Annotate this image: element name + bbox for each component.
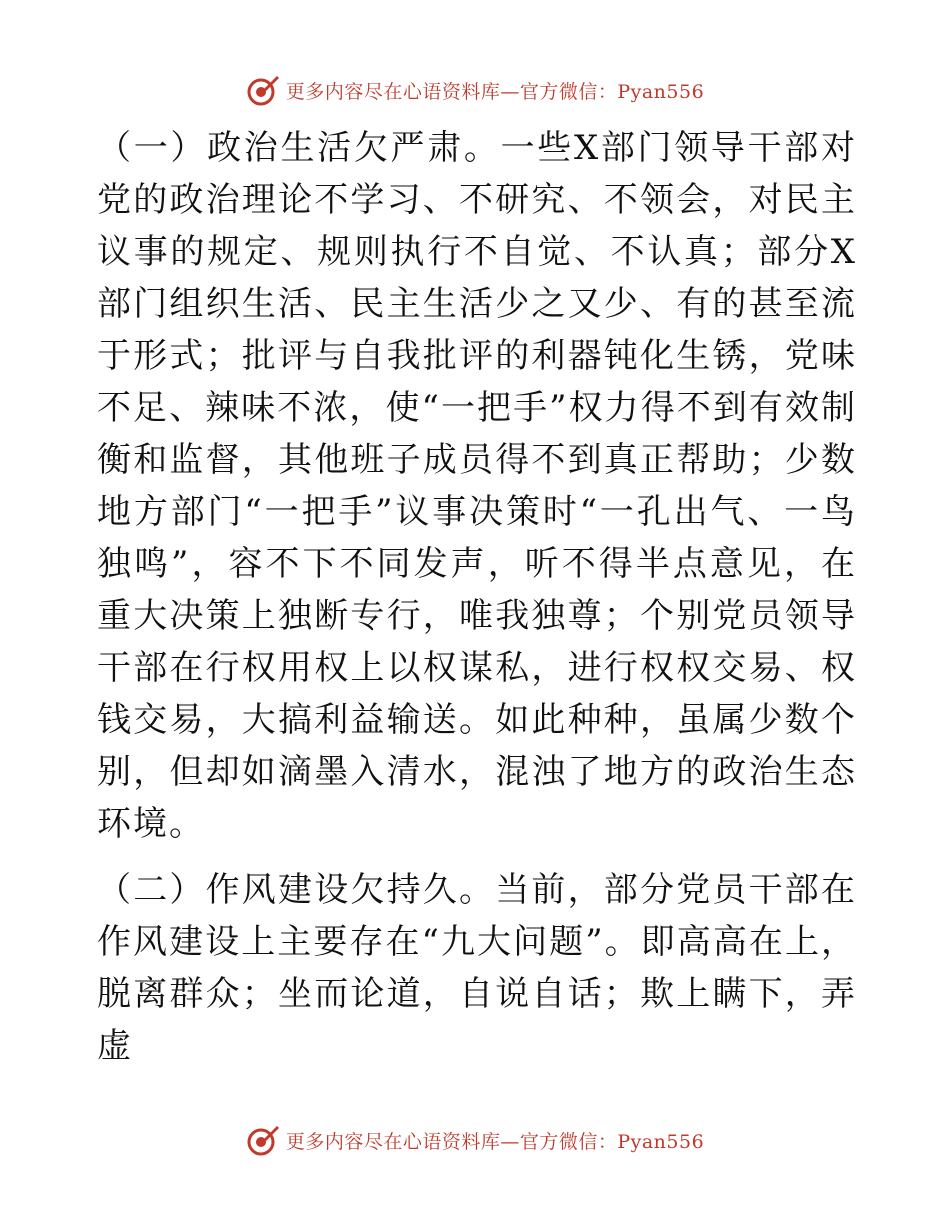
paragraph-work-style: （二）作风建设欠持久。当前，部分党员干部在作风建设上主要存在“九大问题”。即高高在上，脱离群众；坐而论道，自说自话；欺上瞒下，弄虚 xyxy=(97,870,857,1066)
document-body xyxy=(97,122,857,1072)
watermark-text: 更多内容尽在心语资料库—官方微信：Pyan556 xyxy=(285,1130,705,1153)
pen-logo-icon xyxy=(246,1123,280,1157)
pen-logo-icon xyxy=(246,73,280,107)
footer-watermark xyxy=(0,1120,950,1160)
watermark-text: 更多内容尽在心语资料库—官方微信：Pyan556 xyxy=(285,80,705,103)
paragraph-political-life: （一）政治生活欠严肃。一些X部门领导干部对党的政治理论不学习、不研究、不领会，对民主议事的规定、规则执行不自觉、不认真；部分X部门组织生活、民主生活少之又少、有的甚至流于形式；批评与自我批评的利器钝化生锈，党味不足、辣味不浓，使“一把手”权力得不到有效制衡和监督，其他班子成员得不到真正帮助；少数地方部门“一把手”议事决策时“一孔出气、一鸟独鸣”，容不下不同发声，听不得半点意见，在重大决策上独断专行，唯我独尊；个别党员领导干部在行权用权上以权谋私，进行权权交易、权钱交易，大搞利益输送。如此种种，虽属少数个别，但却如滴墨入清水，混浊了地方的政治生态环境。 xyxy=(97,128,857,844)
header-watermark xyxy=(0,70,950,110)
